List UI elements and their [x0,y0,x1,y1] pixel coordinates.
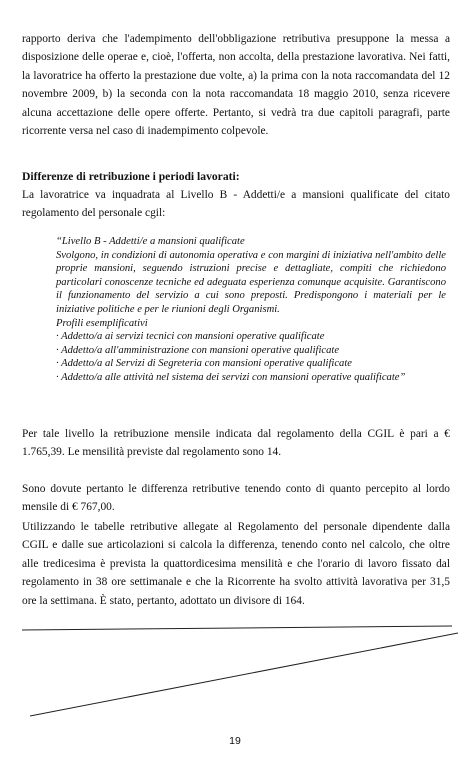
paragraph-salary: Per tale livello la retribuzione mensile indicata dal regolamento della CGIL è pari a € 1.765,39. Le mensilità previste dal regolamento sono 14. [22,428,450,459]
quote-profile-item: · Addetto/a ai servizi tecnici con mansioni operative qualificate [56,331,325,343]
section-heading: Differenze di retribuzione i periodi lavorati: [22,170,240,183]
quote-title: “Livello B - Addetti/e a mansioni qualificate [56,236,245,247]
paragraph-paid: Sono dovute pertanto le differenza retributive tenendo conto di quanto percepito al lordo mensile di € 767,00. [22,483,450,514]
paragraph-calc: Utilizzando le tabelle retributive allegate al Regolamento del personale dipendente dalla CGIL e dalle sue articolazioni si calcola la differenza, tenendo conto nel calcolo, che oltre alle tredicesima è prevista la quattordicesima mensilità e che l'orario di lavoro fissato dal regolamento in 38 ore settimanale e che la Ricorrente ha svolto attività lavorativa per 31,5 ore la settimana. È stato, pertanto, adottato un divisore di 164. [22,521,450,607]
paragraph-intro: La lavoratrice va inquadrata al Livello B - Addetti/e a mansioni qualificate del citato regolamento del personale cgil: [22,189,450,220]
quote-profile-item: · Addetto/a alle attività nel sistema dei servizi con mansioni operative qualificate” [56,371,406,383]
horizontal-rule [22,626,452,630]
diagonal-strike-line [30,633,458,716]
quote-profiles-label: Profili esemplificativi [56,317,148,329]
page-number: 19 [229,735,241,747]
quote-profile-item: · Addetto/a al Servizi di Segreteria con mansioni operative qualificate [56,358,352,370]
paragraph-top: rapporto deriva che l'adempimento dell'obbligazione retributiva presuppone la messa a disposizione delle operae e, cioè, l'offerta, non accolta, della prestazione lavorativa. Nei fatti, la lavoratrice ha offerto la prestazione due volte, a) la prima con la nota raccomandata del 12 novembre 2009, b) la seconda con la nota raccomandata 18 maggio 2010, senza ricevere alcuna accettazione delle opere offerte. Pertanto, si vedrà tra due capitoli paragrafi, parte ricorrente versa nel caso di inadempimento colpevole. [22,33,450,138]
quote-text: Svolgono, in condizioni di autonomia operativa e con margini di iniziativa nell'ambito delle proprie mansioni, seguendo istruzioni precise e dettagliate, compiti che richiedono particolari conoscenze tecniche ed adeguata esperienza comunque acquisite. Garantiscono il funzionamento del servizio a cui sono preposti. Predispongono i materiali per le iniziative politiche e per le riunioni degli Organismi. [56,249,446,315]
quote-profile-item: · Addetto/a all'amministrazione con mansioni operative qualificate [56,344,340,356]
